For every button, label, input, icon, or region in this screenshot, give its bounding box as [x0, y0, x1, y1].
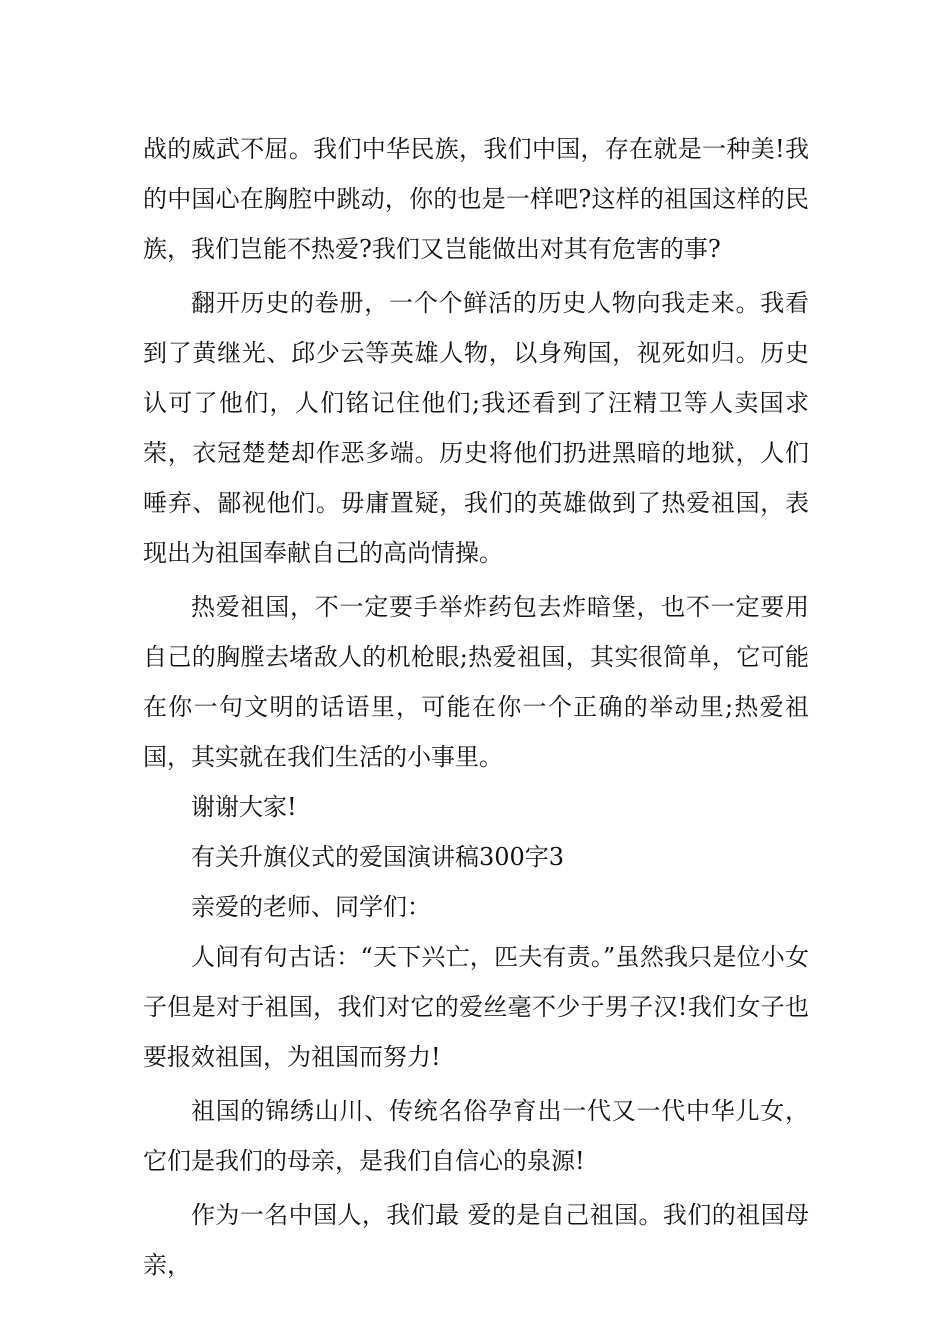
document-body: [143, 124, 809, 1290]
closing-thanks: 谢谢大家!: [191, 793, 297, 821]
paragraph-chinese-person: 作为一名中国人，我们最 爱的是自己祖国。我们的祖国母亲，: [143, 1201, 809, 1279]
salutation: 亲爱的老师、同学们：: [191, 893, 431, 921]
paragraph-motherland: 祖国的锦绣山川、传统名俗孕育出一代又一代中华儿女，它们是我们的母亲，是我们自信心的泉源!: [143, 1097, 809, 1175]
paragraph-proverb: 人间有句古话：“天下兴亡，匹夫有责。”虽然我只是位小女子但是对于祖国，我们对它的爱丝毫不少于男子汉!我们女子也要报效祖国，为祖国而努力!: [143, 943, 809, 1071]
section-heading: 有关升旗仪式的爱国演讲稿300字3: [191, 843, 565, 871]
paragraph-love-country: 热爱祖国，不一定要手举炸药包去炸暗堡，也不一定要用自己的胸膛去堵敌人的机枪眼;热爱祖国，其实很简单，它可能在你一句文明的话语里，可能在你一个正确的举动里;热爱祖国，其实就在我们生活的小事里。: [143, 593, 809, 771]
paragraph-continuation: 战的威武不屈。我们中华民族，我们中国，存在就是一种美!我的中国心在胸腔中跳动，你的也是一样吧?这样的祖国这样的民族，我们岂能不热爱?我们又岂能做出对其有危害的事?: [143, 135, 809, 263]
paragraph-history: 翻开历史的卷册，一个个鲜活的历史人物向我走来。我看到了黄继光、邱少云等英雄人物，以身殉国，视死如归。历史认可了他们，人们铭记住他们;我还看到了汪精卫等人卖国求荣，衣冠楚楚却作恶多端。历史将他们扔进黑暗的地狱，人们唾弃、鄙视他们。毋庸置疑，我们的英雄做到了热爱祖国，表现出为祖国奉献自己的高尚情操。: [143, 289, 809, 567]
